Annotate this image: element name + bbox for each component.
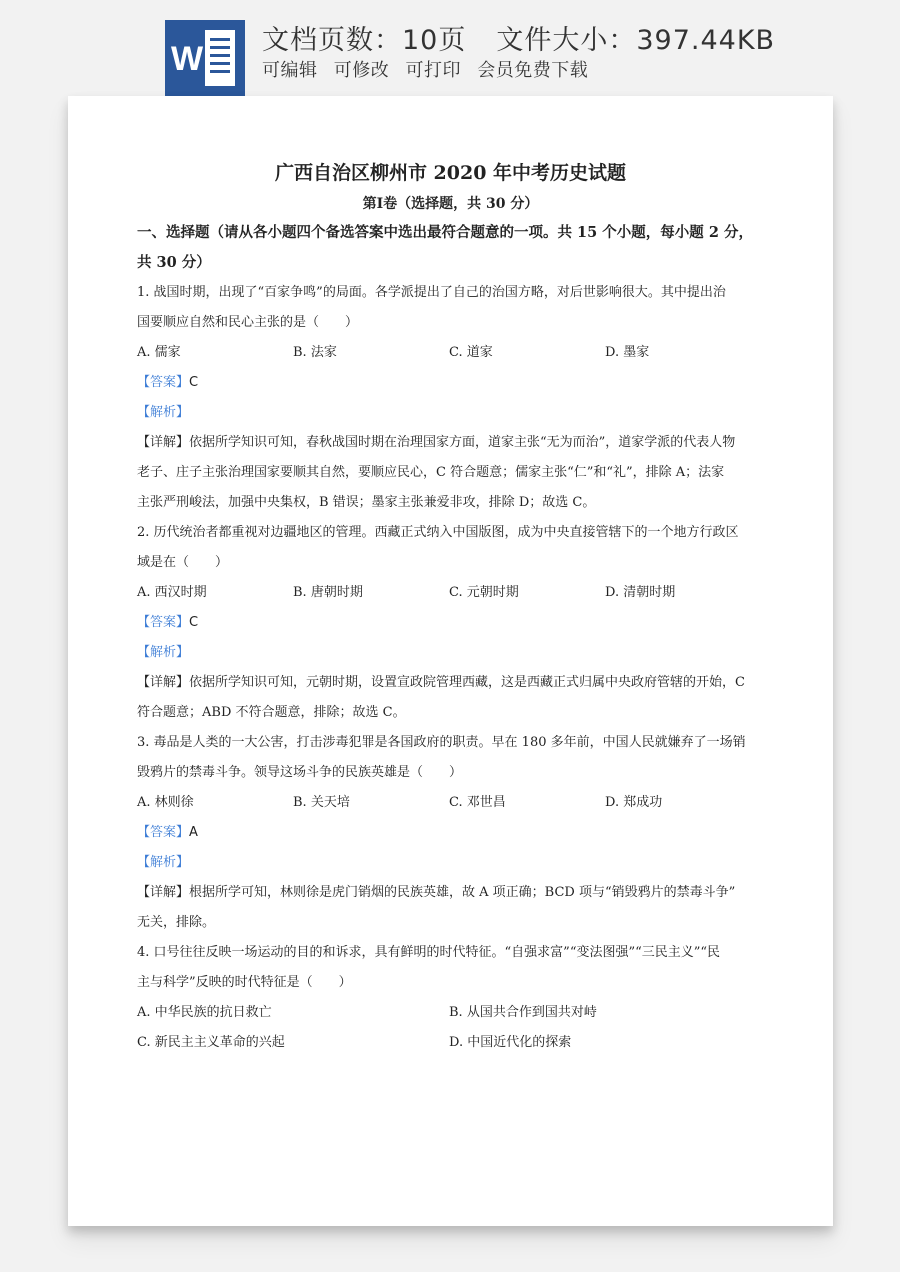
question-stem: 域是在（ ） bbox=[137, 555, 229, 570]
detail-text: 【详解】根据所学可知，林则徐是虎门销烟的民族英雄，故 A 项正确；BCD 项与“销毁鸦片的禁毒斗争” bbox=[137, 885, 736, 900]
option-c: C. 邓世昌 bbox=[449, 795, 506, 810]
question-stem: 主与科学”反映的时代特征是（ ） bbox=[137, 975, 352, 990]
detail-text: 符合题意；ABD 不符合题意，排除；故选 C。 bbox=[137, 705, 406, 720]
answer-value: C bbox=[189, 375, 199, 390]
option-a: A. 林则徐 bbox=[137, 795, 194, 810]
option-d: D. 清朝时期 bbox=[605, 585, 676, 600]
document-subtitle: 第Ⅰ卷（选择题，共 30 分） bbox=[362, 196, 539, 212]
option-c: C. 新民主主义革命的兴起 bbox=[137, 1035, 285, 1050]
option-d: D. 郑成功 bbox=[605, 795, 663, 810]
option-b: B. 唐朝时期 bbox=[293, 585, 363, 600]
option-d: D. 墨家 bbox=[605, 345, 650, 360]
option-c: C. 道家 bbox=[449, 345, 493, 360]
option-c: C. 元朝时期 bbox=[449, 585, 519, 600]
analysis-tag: 【解析】 bbox=[137, 405, 190, 420]
section-heading: 一、选择题（请从各小题四个备选答案中选出最符合题意的一项。共 15 个小题，每小题 2 分， 共 30 分） bbox=[137, 224, 753, 271]
question-stem: 4. 口号往往反映一场运动的目的和诉求，具有鲜明的时代特征。“自强求富”“变法图强”“三民主义”“民 bbox=[137, 945, 721, 960]
option-a: A. 西汉时期 bbox=[137, 585, 207, 600]
answer-tag: 【答案】 bbox=[137, 825, 190, 840]
answer-value: A bbox=[189, 825, 198, 840]
feature-modifiable: 可修改 bbox=[333, 60, 390, 81]
word-document-icon bbox=[165, 20, 245, 96]
feature-free-download[interactable]: 会员免费下载 bbox=[477, 60, 589, 81]
question-stem: 3. 毒品是人类的一大公害，打击涉毒犯罪是各国政府的职责。早在 180 多年前，中国人民就嫌弃了一场销 bbox=[137, 735, 746, 750]
question-stem: 1. 战国时期，出现了“百家争鸣”的局面。各学派提出了自己的治国方略，对后世影响很大。其中提出治 bbox=[137, 285, 726, 300]
document-content bbox=[137, 156, 777, 1058]
file-info bbox=[262, 18, 775, 57]
question-2 bbox=[137, 518, 777, 728]
option-row bbox=[137, 578, 777, 608]
question-stem: 毁鸦片的禁毒斗争。领导这场斗争的民族英雄是（ ） bbox=[137, 765, 463, 780]
detail-text: 【详解】依据所学知识可知，春秋战国时期在治理国家方面，道家主张“无为而治”，道家学派的代表人物 bbox=[137, 435, 736, 450]
answer-line bbox=[137, 818, 777, 848]
option-row bbox=[137, 1028, 777, 1058]
answer-line bbox=[137, 608, 777, 638]
detail-text: 主张严刑峻法，加强中央集权，B 错误；墨家主张兼爱非攻，排除 D；故选 C。 bbox=[137, 495, 596, 510]
option-row bbox=[137, 338, 777, 368]
question-1 bbox=[137, 278, 777, 518]
word-icon-letter: W bbox=[170, 40, 204, 78]
answer-tag: 【答案】 bbox=[137, 375, 190, 390]
answer-tag: 【答案】 bbox=[137, 615, 190, 630]
question-stem: 国要顺应自然和民心主张的是（ ） bbox=[137, 315, 359, 330]
option-b: B. 法家 bbox=[293, 345, 337, 360]
question-stem: 2. 历代统治者都重视对边疆地区的管理。西藏正式纳入中国版图，成为中央直接管辖下的一个地方行政区 bbox=[137, 525, 739, 540]
option-a: A. 中华民族的抗日救亡 bbox=[137, 1005, 272, 1020]
question-3 bbox=[137, 728, 777, 938]
feature-printable: 可打印 bbox=[405, 60, 461, 81]
option-b: B. 从国共合作到国共对峙 bbox=[449, 1005, 597, 1020]
detail-text: 无关，排除。 bbox=[137, 915, 216, 930]
question-4 bbox=[137, 938, 777, 1058]
answer-line bbox=[137, 368, 777, 398]
document-title: 广西自治区柳州市 2020 年中考历史试题 bbox=[274, 162, 627, 184]
analysis-tag: 【解析】 bbox=[137, 645, 190, 660]
option-d: D. 中国近代化的探索 bbox=[449, 1035, 572, 1050]
option-row bbox=[137, 788, 777, 818]
answer-value: C bbox=[189, 615, 199, 630]
header-bar bbox=[0, 0, 900, 96]
detail-text: 老子、庄子主张治理国家要顺其自然，要顺应民心，C 符合题意；儒家主张“仁”和“礼”，排除 A；法家 bbox=[137, 465, 725, 480]
feature-editable: 可编辑 bbox=[262, 60, 318, 81]
option-a: A. 儒家 bbox=[137, 345, 181, 360]
feature-list bbox=[262, 56, 598, 82]
document-page bbox=[68, 96, 833, 1226]
page-count: 文档页数：10页 bbox=[262, 25, 467, 56]
option-b: B. 关天培 bbox=[293, 795, 350, 810]
detail-text: 【详解】依据所学知识可知，元朝时期，设置宣政院管理西藏，这是西藏正式归属中央政府管辖的开始，C bbox=[137, 675, 745, 690]
option-row bbox=[137, 998, 777, 1028]
file-size: 文件大小：397.44KB bbox=[496, 25, 776, 56]
analysis-tag: 【解析】 bbox=[137, 855, 190, 870]
